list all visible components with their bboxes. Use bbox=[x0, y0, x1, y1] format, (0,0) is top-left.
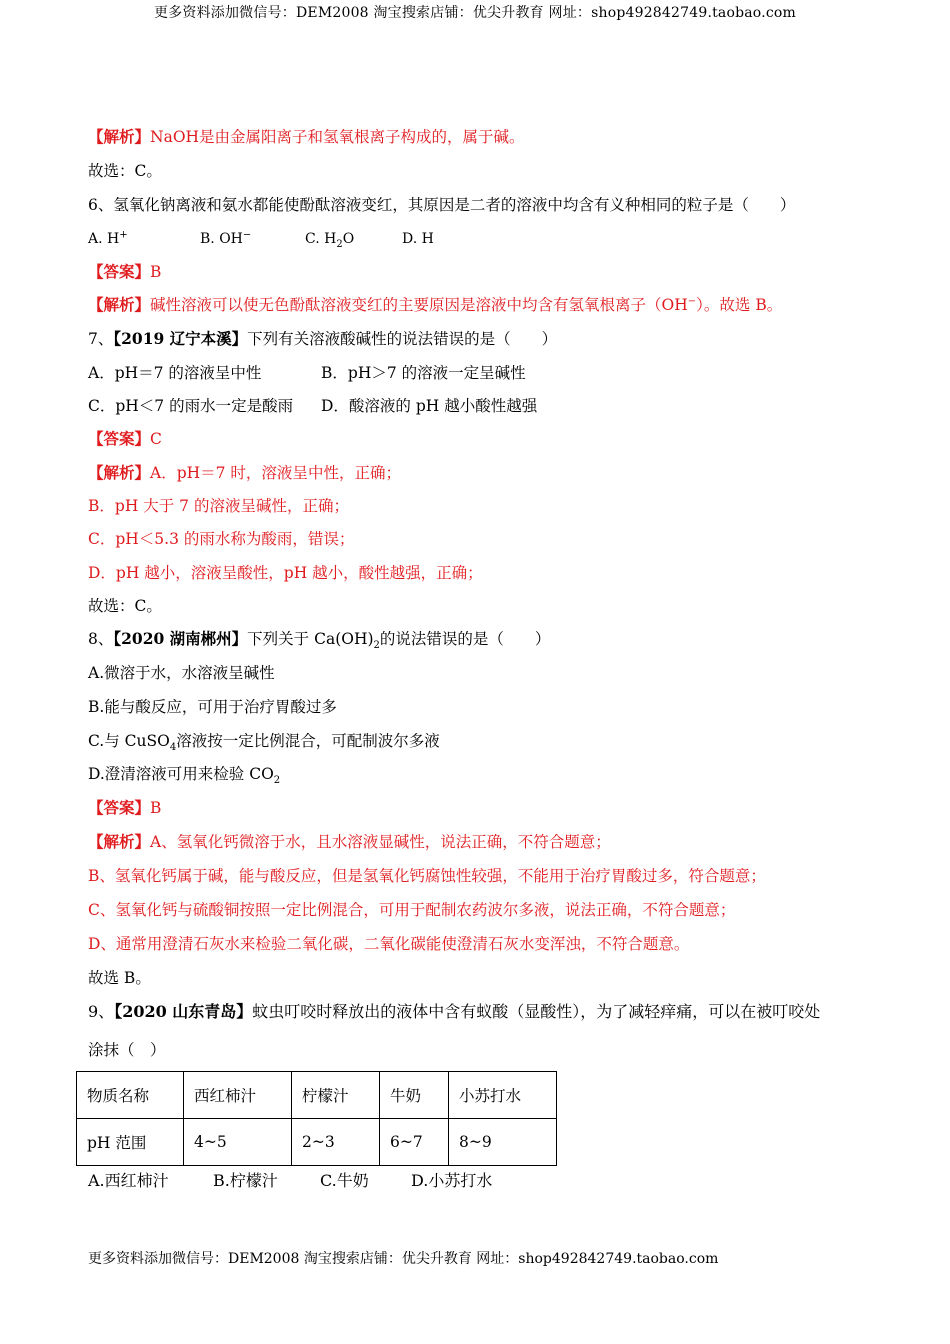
q7-option-b: B．pH＞7 的溶液一定呈碱性 bbox=[321, 364, 526, 382]
q9-option-a: A.西红柿汁 bbox=[88, 1171, 169, 1190]
q7-option-a: A．pH＝7 的溶液呈中性 bbox=[88, 364, 262, 382]
q7-options-ab bbox=[88, 363, 526, 383]
table-cell: 4~5 bbox=[184, 1119, 292, 1166]
q8-analysis-3: C、氢氧化钙与硫酸铜按照一定比例混合，可用于配制农药波尔多液，说法正确，不符合题意； bbox=[88, 901, 736, 919]
q8-option-a: A.微溶于水，水溶液呈碱性 bbox=[88, 664, 275, 682]
q9-options bbox=[88, 1171, 492, 1191]
q5-conclusion: 故选：C。 bbox=[88, 162, 162, 180]
table-row bbox=[77, 1119, 557, 1166]
q8-analysis-4: D、通常用澄清石灰水来检验二氧化碳，二氧化碳能使澄清石灰水变浑浊，不符合题意。 bbox=[88, 935, 690, 953]
table-cell: 柠檬汁 bbox=[292, 1072, 380, 1119]
q7-conclusion: 故选：C。 bbox=[88, 597, 162, 615]
q8-conclusion: 故选 B。 bbox=[88, 969, 151, 987]
q8-analysis-1: 【解析】A、氢氧化钙微溶于水，且水溶液显碱性，说法正确，不符合题意； bbox=[88, 832, 611, 851]
table-cell: 8~9 bbox=[449, 1119, 557, 1166]
q6-options bbox=[88, 229, 434, 249]
table-cell: 2~3 bbox=[292, 1119, 380, 1166]
q9-option-d: D.小苏打水 bbox=[411, 1171, 493, 1190]
table-cell: 牛奶 bbox=[380, 1072, 449, 1119]
q7-stem: 7、【2019 辽宁本溪】下列有关溶液酸碱性的说法错误的是（ ） bbox=[88, 329, 558, 348]
q7-option-d: D．酸溶液的 pH 越小酸性越强 bbox=[321, 397, 538, 415]
q7-source: 【2019 辽宁本溪】 bbox=[113, 329, 248, 348]
q6-stem: 6、氢氧化钠离液和氨水都能使酚酞溶液变红，其原因是二者的溶液中均含有义种相同的粒子是（ ） bbox=[88, 196, 796, 214]
table-cell: 西红柿汁 bbox=[184, 1072, 292, 1119]
q9-source: 【2020 山东青岛】 bbox=[114, 1002, 253, 1021]
page-header: 更多资料添加微信号：DEM2008 淘宝搜索店铺：优尖升教育 网址：shop492842749.taobao.com bbox=[153, 5, 796, 21]
q6-option-d: D. H bbox=[402, 231, 434, 247]
q8-option-b: B.能与酸反应，可用于治疗胃酸过多 bbox=[88, 698, 337, 716]
q7-analysis-2: B．pH 大于 7 的溶液呈碱性，正确； bbox=[88, 497, 349, 515]
table-cell: 6~7 bbox=[380, 1119, 449, 1166]
q9-option-c: C.牛奶 bbox=[320, 1171, 369, 1190]
q6-option-a: A. H+ bbox=[88, 229, 128, 247]
q6-option-b: B. OH− bbox=[200, 229, 252, 247]
q6-option-c: C. $H_2O$ bbox=[305, 231, 355, 250]
q9-stem-2: 涂抹（ ） bbox=[88, 1041, 166, 1059]
q8-option-c: C.与 CuSO$_4$溶液按一定比例混合，可配制波尔多液 bbox=[88, 732, 440, 754]
q7-analysis-1: 【解析】A．pH＝7 时，溶液呈中性，正确； bbox=[88, 463, 401, 482]
q7-option-c: C．pH＜7 的雨水一定是酸雨 bbox=[88, 397, 294, 415]
q9-stem-1: 9、【2020 山东青岛】蚊虫叮咬时释放出的液体中含有蚁酸（显酸性），为了减轻痒痛，可以在被叮咬处 bbox=[88, 1002, 821, 1021]
table-cell: 物质名称 bbox=[77, 1072, 184, 1119]
table-cell: pH 范围 bbox=[77, 1119, 184, 1166]
q8-stem: 8、【2020 湖南郴州】下列关于 $Ca(OH)_2$的说法错误的是（ ） bbox=[88, 629, 551, 652]
ph-table bbox=[76, 1071, 557, 1166]
table-cell: 小苏打水 bbox=[449, 1072, 557, 1119]
analysis-tag: 【解析】 bbox=[88, 127, 151, 146]
q9-option-b: B.柠檬汁 bbox=[213, 1171, 278, 1190]
q8-answer: 【答案】B bbox=[88, 798, 162, 817]
q6-analysis: 【解析】碱性溶液可以使无色酚酞溶液变红的主要原因是溶液中均含有氢氧根离子（OH−）。故选 B。 bbox=[88, 295, 783, 314]
q7-analysis-4: D．pH 越小，溶液呈酸性，pH 越小，酸性越强，正确； bbox=[88, 564, 483, 582]
q5-analysis bbox=[88, 127, 525, 147]
q8-option-d: D.澄清溶液可用来检验 $CO_2$ bbox=[88, 765, 281, 787]
q8-analysis-2: B、氢氧化钙属于碱，能与酸反应，但是氢氧化钙腐蚀性较强，不能用于治疗胃酸过多，符合题意； bbox=[88, 867, 766, 885]
q7-answer: 【答案】C bbox=[88, 429, 162, 448]
analysis-text: NaOH是由金属阳离子和氢氧根离子构成的，属于碱。 bbox=[150, 128, 525, 146]
table-row bbox=[77, 1072, 557, 1119]
q6-answer: 【答案】B bbox=[88, 262, 162, 281]
q7-analysis-3: C．pH＜5.3 的雨水称为酸雨，错误； bbox=[88, 530, 355, 548]
q7-options-cd bbox=[88, 396, 537, 416]
q8-source: 【2020 湖南郴州】 bbox=[113, 629, 248, 648]
page-footer: 更多资料添加微信号：DEM2008 淘宝搜索店铺：优尖升教育 网址：shop492842749.taobao.com bbox=[88, 1251, 719, 1267]
